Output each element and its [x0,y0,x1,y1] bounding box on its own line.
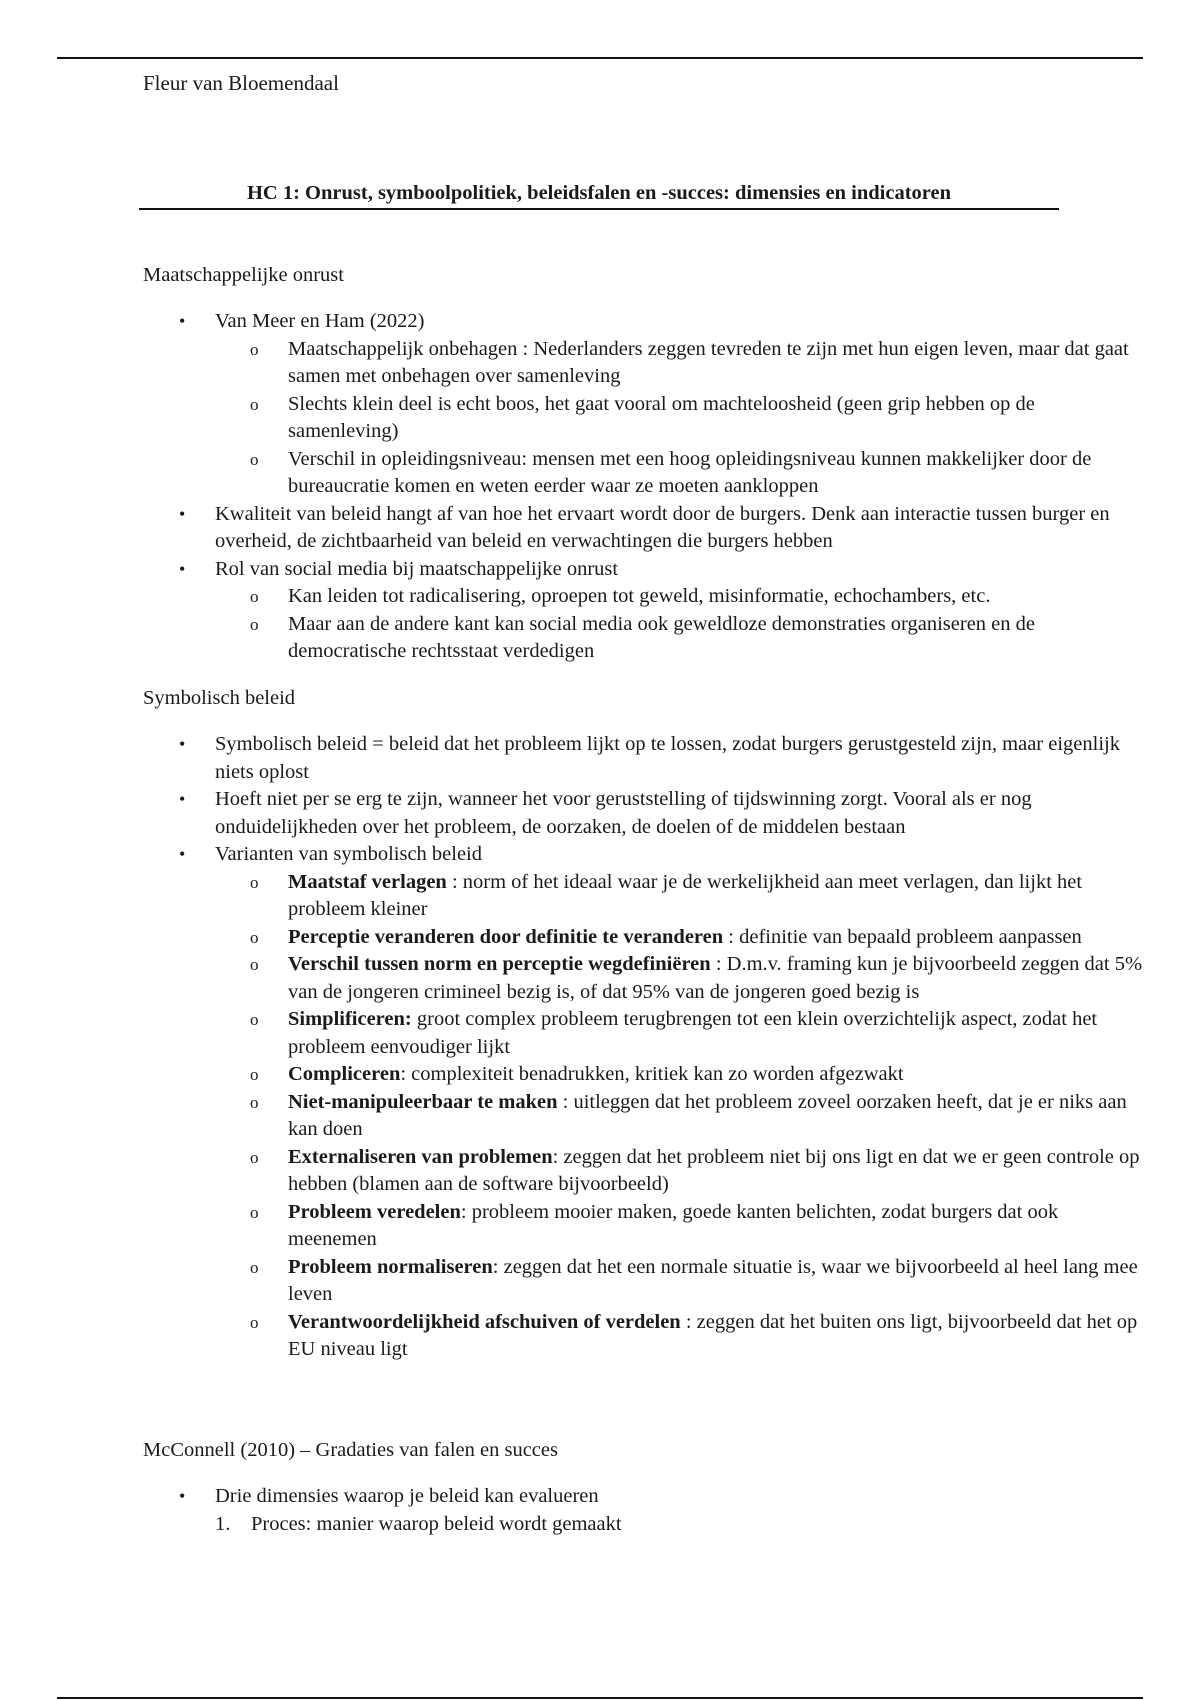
bullet-icon: • [179,789,186,809]
bullet-icon: • [179,503,186,524]
variant-item [143,951,1143,1006]
variant-item [143,1144,1143,1199]
variant-item [143,1061,1143,1089]
sub-bullet-icon: o [250,1202,259,1222]
item-text: Varianten van symbolisch beleid [215,843,483,865]
sub-bullet-icon: o [250,587,259,606]
variant-item [143,924,1143,952]
variants-list [215,869,1143,1364]
item-number: 1. [215,1512,231,1535]
section-heading: Maatschappelijke onrust [143,264,344,286]
variant-desc: : complexiteit benadrukken, kritiek kan zo worden afgezwakt [400,1063,904,1085]
variant-desc: : zeggen dat het buiten ons ligt, bijvoorbeeld dat het op EU niveau ligt [288,1310,1138,1360]
author-name: Fleur van Bloemendaal [143,71,339,95]
numbered-item-text: Proces: manier waarop beleid wordt gemaakt [251,1512,622,1535]
variant-term: Externaliseren van problemen [288,1145,553,1168]
document-title [139,180,1059,206]
sub-item [143,583,1143,611]
variant-term: Verschil tussen norm en perceptie wegdefiniëren [288,953,711,975]
list-item [143,731,1143,786]
sub-item [143,611,1143,666]
variant-term: Probleem normaliseren [288,1255,493,1278]
sub-bullet-icon: o [250,449,259,469]
bullet-list [143,731,1143,1364]
list-item [143,786,1143,841]
item-text: Rol van social media bij maatschappelijke onrust [215,557,619,580]
section-heading: McConnell (2010) – Gradaties van falen en succes [143,1439,558,1461]
sub-bullet-icon: o [250,1092,259,1112]
bullet-icon: • [179,558,186,579]
variant-item [143,1199,1143,1254]
bullet-icon: • [179,1486,186,1506]
sub-bullet-icon: o [250,1312,259,1332]
top-rule [57,57,1143,59]
list-item [143,556,1143,666]
numbered-list [215,1511,1143,1539]
bullet-list [143,1483,1143,1538]
sub-item-text: Kan leiden tot radicalisering, oproepen tot geweld, misinformatie, echochambers, etc. [288,585,991,607]
sub-item-text: Maatschappelijk onbehagen : Nederlanders zeggen tevreden te zijn met hun eigen leven, maar dat gaat samen met onbehagen over samenleving [288,337,1129,387]
item-text: Hoeft niet per se erg te zijn, wanneer het voor geruststelling of tijdswinning zorgt. Vooral als er nog onduidelijkheden over het probleem, de oorzaken, de doelen of de middelen bestaan [215,788,1032,838]
sub-bullet-icon: o [250,1147,259,1167]
variant-item [143,1006,1143,1061]
numbered-item [143,1511,1143,1539]
sub-item [143,446,1143,501]
sub-list [215,583,1143,666]
section-maatschappelijke-onrust [143,262,1143,666]
variant-term: Perceptie veranderen door definitie te veranderen [288,925,724,948]
sub-bullet-icon: o [250,1010,259,1029]
variant-desc: : uitleggen dat het probleem zoveel oorzaken heeft, dat je er niks aan kan doen [288,1090,1127,1140]
variant-desc: : probleem mooier maken, goede kanten belichten, zodat burgers dat ook meenemen [288,1200,1059,1250]
variant-item [143,1089,1143,1144]
sub-bullet-icon: o [250,339,259,359]
variant-term: Compliceren [288,1063,401,1085]
variant-term: Maatstaf verlagen [288,870,447,893]
title-text: HC 1: Onrust, symboolpolitiek, beleidsfalen en -succes: dimensies en indicatoren [246,182,952,204]
variant-term: Probleem veredelen [288,1200,461,1223]
list-item [143,1483,1143,1538]
section-symbolisch-beleid [143,685,1143,1364]
sub-bullet-icon: o [250,927,259,947]
variant-term: Simplificeren: [288,1008,412,1030]
variant-desc: : norm of het ideaal waar je de werkelijkheid aan meet verlagen, dan lijkt het probleem kleiner [288,870,1083,920]
sub-bullet-icon: o [250,614,259,634]
variant-desc: : definitie van bepaald probleem aanpassen [723,925,1082,948]
item-text: Van Meer en Ham (2022) [215,310,425,332]
section-mcconnell [143,1437,1143,1538]
sub-bullet-icon: o [250,1257,259,1277]
bottom-rule [57,1697,1143,1699]
list-item [143,841,1143,1364]
bullet-icon: • [179,844,186,864]
variant-item [143,1309,1143,1364]
sub-bullet-icon: o [250,872,259,892]
item-text: Symbolisch beleid = beleid dat het probleem lijkt op te lossen, zodat burgers gerustgesteld zijn, maar eigenlijk niets oplost [215,733,1120,783]
variant-desc: : zeggen dat het een normale situatie is, waar we bijvoorbeeld al heel lang mee leven [288,1255,1138,1305]
variant-desc: : zeggen dat het probleem niet bij ons ligt en dat we er geen controle op hebben (blamen aan de software bijvoorbeeld) [288,1145,1140,1195]
bullet-icon: • [179,311,186,331]
variant-term: Niet-manipuleerbaar te maken [288,1090,558,1113]
bullet-list [143,308,1143,666]
sub-list [215,336,1143,501]
variant-item [143,869,1143,924]
sub-bullet-icon: o [250,394,259,414]
sub-item [143,336,1143,391]
sub-item-text: Maar aan de andere kant kan social media ook geweldloze demonstraties organiseren en de democratische rechtsstaat verdedigen [288,612,1035,662]
section-heading: Symbolisch beleid [143,687,296,709]
sub-bullet-icon: o [250,955,259,974]
item-text: Drie dimensies waarop je beleid kan evalueren [215,1485,599,1507]
sub-item-text: Verschil in opleidingsniveau: mensen met een hoog opleidingsniveau kunnen makkelijker door de bureaucratie komen en weten eerder waar ze moeten aankloppen [288,447,1092,497]
list-item [143,501,1143,556]
sub-item [143,391,1143,446]
variant-term: Verantwoordelijkheid afschuiven of verdelen [288,1310,681,1333]
sub-bullet-icon: o [250,1065,259,1084]
variant-desc: groot complex probleem terugbrengen tot een klein overzichtelijk aspect, zodat het probleem eenvoudiger lijkt [288,1008,1098,1058]
bullet-icon: • [179,734,186,754]
sub-item-text: Slechts klein deel is echt boos, het gaat vooral om machteloosheid (geen grip hebben op de samenleving) [288,392,1035,442]
title-underline [139,208,1059,210]
list-item [143,308,1143,501]
variant-desc: : D.m.v. framing kun je bijvoorbeeld zeggen dat 5% van de jongeren crimineel bezig is, of dat 95% van de jongeren goed bezig is [288,953,1143,1003]
item-text: Kwaliteit van beleid hangt af van hoe het ervaart wordt door de burgers. Denk aan interactie tussen burger en overheid, de zichtbaarheid van beleid en verwachtingen die burgers hebben [215,502,1110,552]
variant-item [143,1254,1143,1309]
